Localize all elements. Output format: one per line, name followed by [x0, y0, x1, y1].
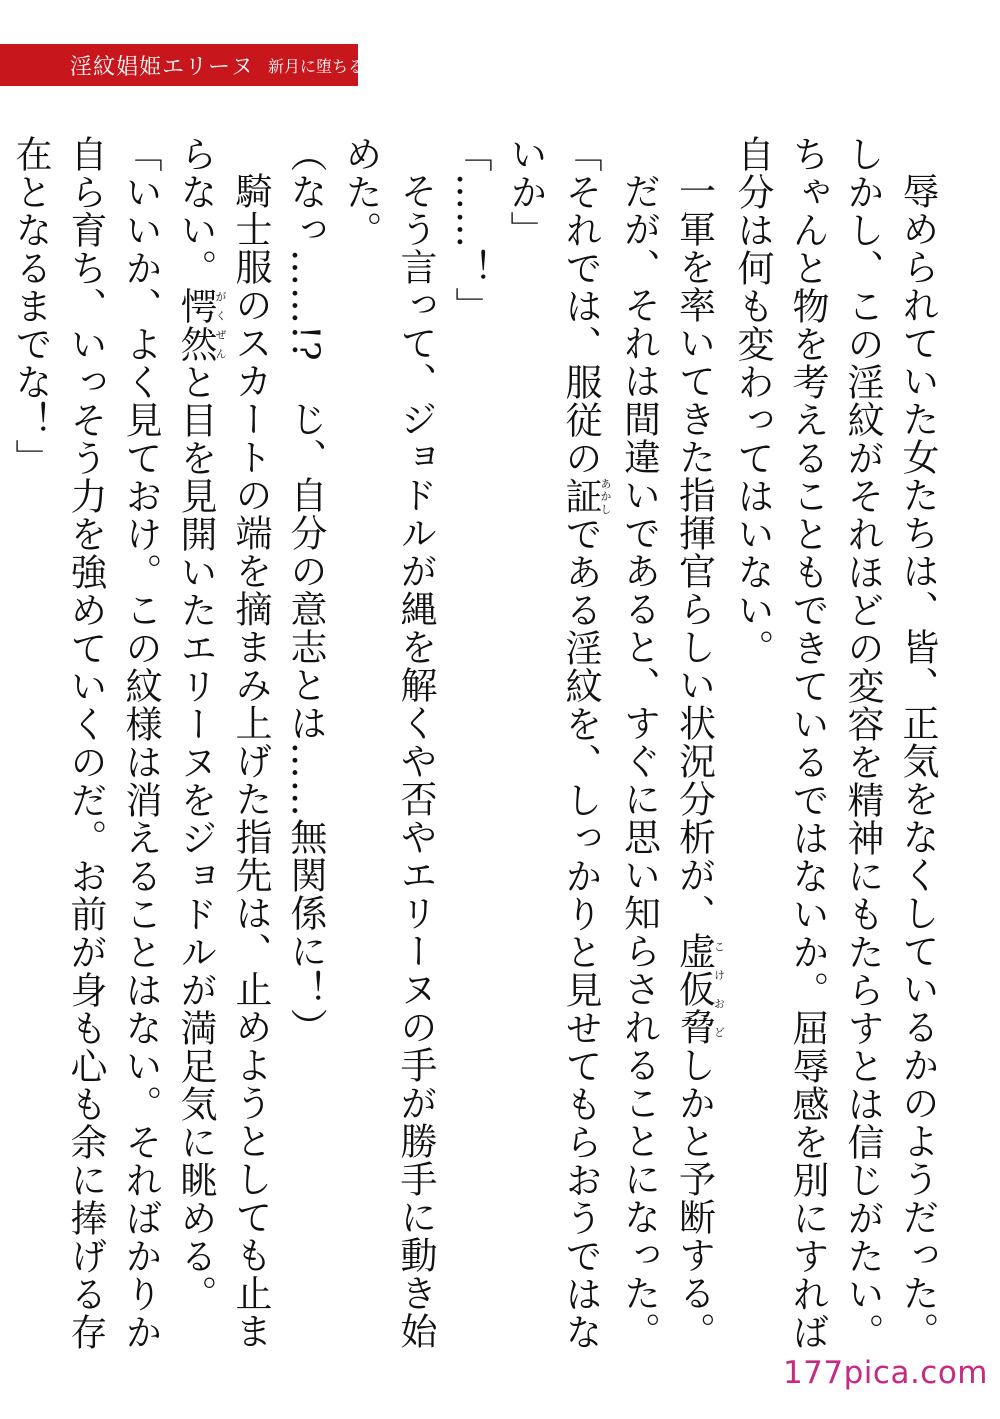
ruby-reading: こけおど [712, 932, 726, 1046]
book-title: 淫紋娼姫エリーヌ [70, 54, 255, 80]
dialogue-paragraph [498, 135, 612, 1365]
text-segment: 騎士服のスカートの端を摘まみ上げた指先は、止めようとしても止まらない。 [174, 135, 272, 1350]
dialogue-paragraph [443, 135, 498, 1365]
ruby-reading: がくぜん [214, 287, 227, 363]
book-subtitle: 新月に堕ちる誇り [268, 56, 397, 76]
narration-paragraph [667, 135, 726, 1365]
ruby-annotation [672, 932, 726, 1046]
text-segment: だが、それは間違いであると、すぐに思い知らされることになった。 [617, 172, 661, 1350]
text-segment: 「いいか、よく見ておけ。この紋様は消えることはない。そればかりか自ら育ち、いっそう力を強めていくのだ。お前が身も心も余に捧げる存在となるまでな！」 [9, 135, 162, 1351]
narration-paragraph [612, 135, 667, 1365]
text-segment: 「……！」 [449, 135, 492, 325]
dialogue-paragraph [3, 135, 168, 1365]
text-segment: そう言って、ジョドルが縄を解くや否やエリーヌの手が勝手に動き始めた。 [339, 135, 437, 1350]
text-segment: と目を見開いたエリーヌをジョドルが満足気に眺める。 [174, 363, 217, 1313]
ruby-annotation [559, 477, 612, 515]
ruby-reading: あかし [599, 477, 612, 515]
ruby-base: 虚仮脅 [672, 932, 716, 1046]
text-segment: 一軍を率いてきた指揮官らしい状況分析が、 [672, 172, 716, 932]
dialogue-paragraph [278, 135, 333, 1365]
text-segment: である淫紋を、しっかりと見せてもらおうではないか」 [504, 135, 602, 1351]
text-segment: 「それでは、服従の [559, 135, 602, 477]
site-watermark: 177pica.com [782, 1355, 988, 1391]
narration-paragraph [0, 135, 3, 1365]
narration-paragraph [725, 135, 945, 1365]
vertical-text-body [0, 135, 945, 1365]
text-segment: しかと予断する。 [672, 1046, 716, 1350]
text-segment: 辱められていた女たちは、皆、正気をなくしているかのようだった。しかし、この淫紋がそれほどの変容を精神にもたらすとは信じがたい。ちゃんと物を考えることもできているではないか。屈辱感を別にすれば自分は何も変わってはいない。 [731, 135, 939, 1351]
ruby-base: 愕然 [174, 287, 217, 363]
narration-paragraph [168, 135, 278, 1365]
ruby-annotation [174, 287, 227, 363]
narration-paragraph [333, 135, 443, 1365]
text-segment: （なっ……!? じ、自分の意志とは……無関係に！） [284, 135, 327, 1046]
header-band [0, 44, 397, 86]
ruby-base: 証 [559, 477, 602, 515]
